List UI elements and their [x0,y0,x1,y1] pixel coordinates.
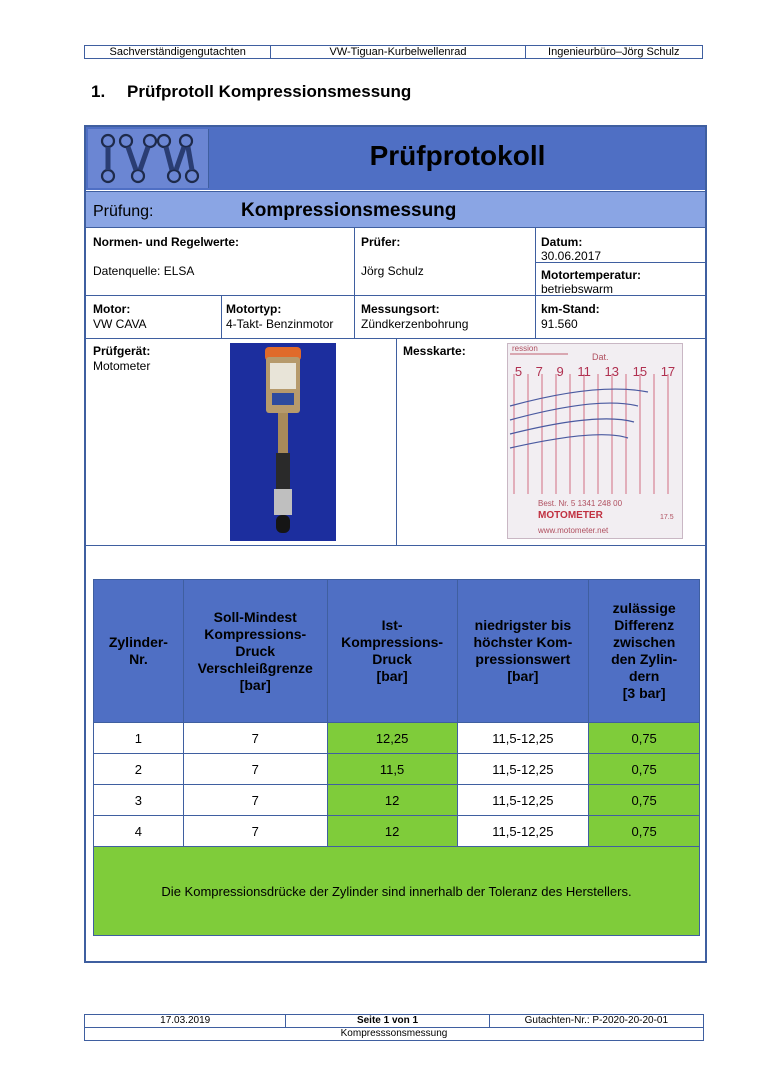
protocol-title: Prüfprotokoll [369,140,546,171]
cell-differenz: 0,75 [589,754,700,785]
cell-soll: 7 [183,816,327,847]
header-center: VW-Tiguan-Kurbelwellenrad [271,46,525,58]
page-footer [84,1014,704,1041]
cell-range: 11,5-12,25 [457,754,589,785]
cell-zylinder: 2 [94,754,184,785]
scale-label: 9 [556,364,564,379]
temp-value: betriebswarm [541,282,614,296]
section-heading [91,82,411,102]
card-corner: 17.5 [660,514,674,521]
motor-value: VW CAVA [93,317,147,331]
section-number: 1. [91,82,106,101]
protocol-frame [84,125,707,963]
pruefer-label: Prüfer: [361,235,401,249]
card-url: www.motometer.net [538,526,609,535]
cell-differenz: 0,75 [589,723,700,754]
scale-label: 15 [632,364,648,379]
km-value: 91.560 [541,317,578,331]
footer-date: 17.03.2019 [85,1015,286,1027]
motortyp-value: 4-Takt- Benzinmotor [226,317,334,331]
scale-label: 5 [514,364,523,379]
datum-value: 30.06.2017 [541,249,602,263]
header-soll: Soll-Mindest Kompressions- Druck Verschleißgrenze [bar] [183,580,327,723]
scale-label: 17 [660,364,676,379]
cell-ist: 12,25 [327,723,457,754]
karte-label: Messkarte: [403,344,466,358]
footer-gutachten: Gutachten-Nr.: P-2020-20-20-01 [524,1015,669,1026]
cell-range: 11,5-12,25 [457,785,589,816]
cell-soll: 7 [183,785,327,816]
header-right: Ingenieurbüro–Jörg Schulz [548,46,680,58]
cell-zylinder: 4 [94,816,184,847]
scale-label: 7 [535,364,543,379]
header-zylinder: Zylinder- Nr. [94,580,184,723]
page-header [84,45,703,59]
card-brand: MOTOMETER [538,510,603,521]
messort-value: Zündkerzenbohrung [361,317,469,331]
header-range: niedrigster bis höchster Kom- pressionswert [bar] [457,580,589,723]
motortyp-label: Motortyp: [226,302,282,316]
cell-ist: 11,5 [327,754,457,785]
cell-differenz: 0,75 [589,785,700,816]
geraet-label: Prüfgerät: [93,344,151,358]
cell-zylinder: 1 [94,723,184,754]
pruefer-value: Jörg Schulz [361,264,424,278]
card-best-nr: Best. Nr. 5 1341 248 00 [538,499,623,508]
pruefung-label: Prüfung: [93,203,154,220]
messort-label: Messungsort: [361,302,440,316]
header-left: Sachverständigengutachten [85,46,271,58]
tolerance-note: Die Kompressionsdrücke der Zylinder sind innerhalb der Toleranz des Herstellers. [94,847,700,936]
cell-range: 11,5-12,25 [457,816,589,847]
cell-ist: 12 [327,816,457,847]
geraet-value: Motometer [93,359,151,373]
cell-soll: 7 [183,754,327,785]
footer-page: Seite 1 von 1 [286,1015,489,1027]
datum-label: Datum: [541,235,583,249]
cell-ist: 12 [327,785,457,816]
normen-label: Normen- und Regelwerte: [93,235,240,249]
card-top-text: ression [512,344,538,353]
cell-differenz: 0,75 [589,816,700,847]
scale-label: 11 [577,364,591,379]
normen-value: Datenquelle: ELSA [93,264,195,278]
pruefung-value: Kompressionsmessung [241,200,457,221]
footer-subject: Kompresssonsmessung [340,1028,448,1039]
cell-soll: 7 [183,723,327,754]
temp-label: Motortemperatur: [541,268,642,282]
cell-zylinder: 3 [94,785,184,816]
header-ist: Ist- Kompressions- Druck [bar] [327,580,457,723]
scale-label: 13 [604,364,619,379]
cell-range: 11,5-12,25 [457,723,589,754]
section-title: Prüfprotoll Kompressionsmessung [127,82,412,101]
header-differenz: zulässige Differenz zwischen den Zylin- dern [3 bar] [589,580,700,723]
km-label: km-Stand: [541,302,600,316]
motor-label: Motor: [93,302,131,316]
card-dat: Dat. [592,352,609,362]
